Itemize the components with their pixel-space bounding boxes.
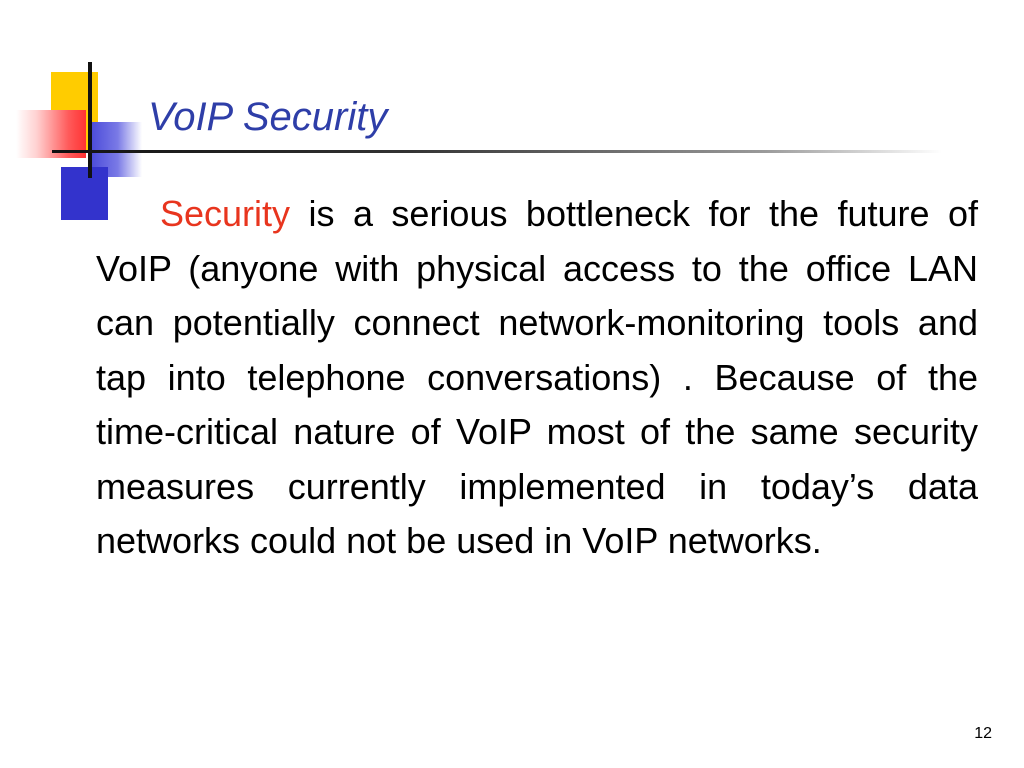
title-underline (52, 150, 942, 153)
body-text-rest: is a serious bottleneck for the future of VoIP (anyone with physical access to the office LAN can potentially connect network-monitoring tools and tap into telephone conversations) . Because of the time-critical nature of VoIP most of the same security measures currently implemented in today’s data networks could not be used in VoIP networks. (96, 193, 978, 561)
slide-title: VoIP Security (148, 95, 388, 139)
page-number: 12 (974, 725, 992, 742)
vertical-divider-line (88, 62, 92, 178)
highlighted-term: Security (160, 193, 291, 234)
slide-body-text (96, 187, 978, 569)
